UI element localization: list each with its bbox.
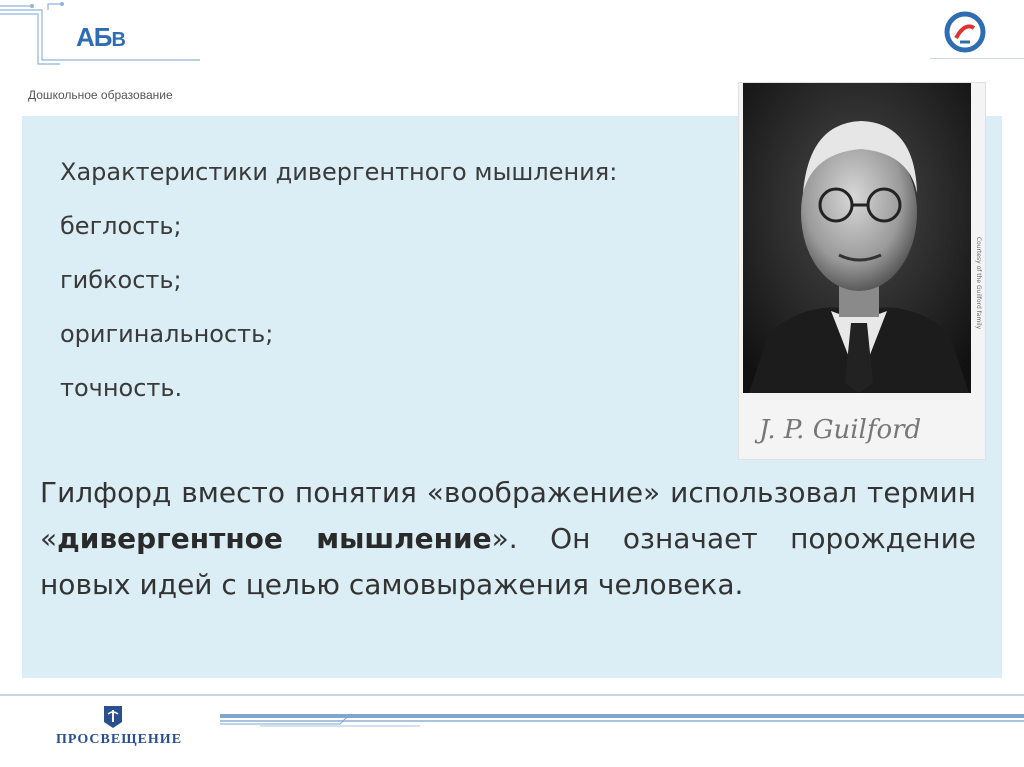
portrait-image [739,83,985,459]
list-heading: Характеристики дивергентного мышления: [60,158,618,186]
characteristics-list [60,150,720,420]
publisher-name: ПРОСВЕЩЕНИЕ [56,732,183,747]
logo-main: АБ [76,22,112,52]
list-item: точность. [60,374,183,402]
signature: J. P. Guilford [759,415,922,445]
logo-small: В [111,29,125,51]
list-item: гибкость; [60,266,182,294]
list-item: оригинальность; [60,320,274,348]
body-text-part2: ». Он означает порождение новых идей с целью самовыражения человека. [40,522,976,601]
body-text-bold: дивергентное мышление [57,522,492,555]
photo-side-caption: Courtesy of the Guilford family [975,236,982,330]
body-paragraph [40,470,976,608]
body-text-part1: Гилфорд вместо понятия «воображение» использовал термин « [40,476,976,555]
publisher-icon [102,704,124,730]
abv-logo [76,22,125,53]
footer-circuit-bar [220,710,1024,728]
portrait-photo [738,82,986,460]
list-item: беглость; [60,212,182,240]
footer-divider [0,694,1024,696]
emblem-logo [934,8,996,58]
section-subtitle: Дошкольное образование [28,88,173,102]
header-divider [930,58,1024,59]
